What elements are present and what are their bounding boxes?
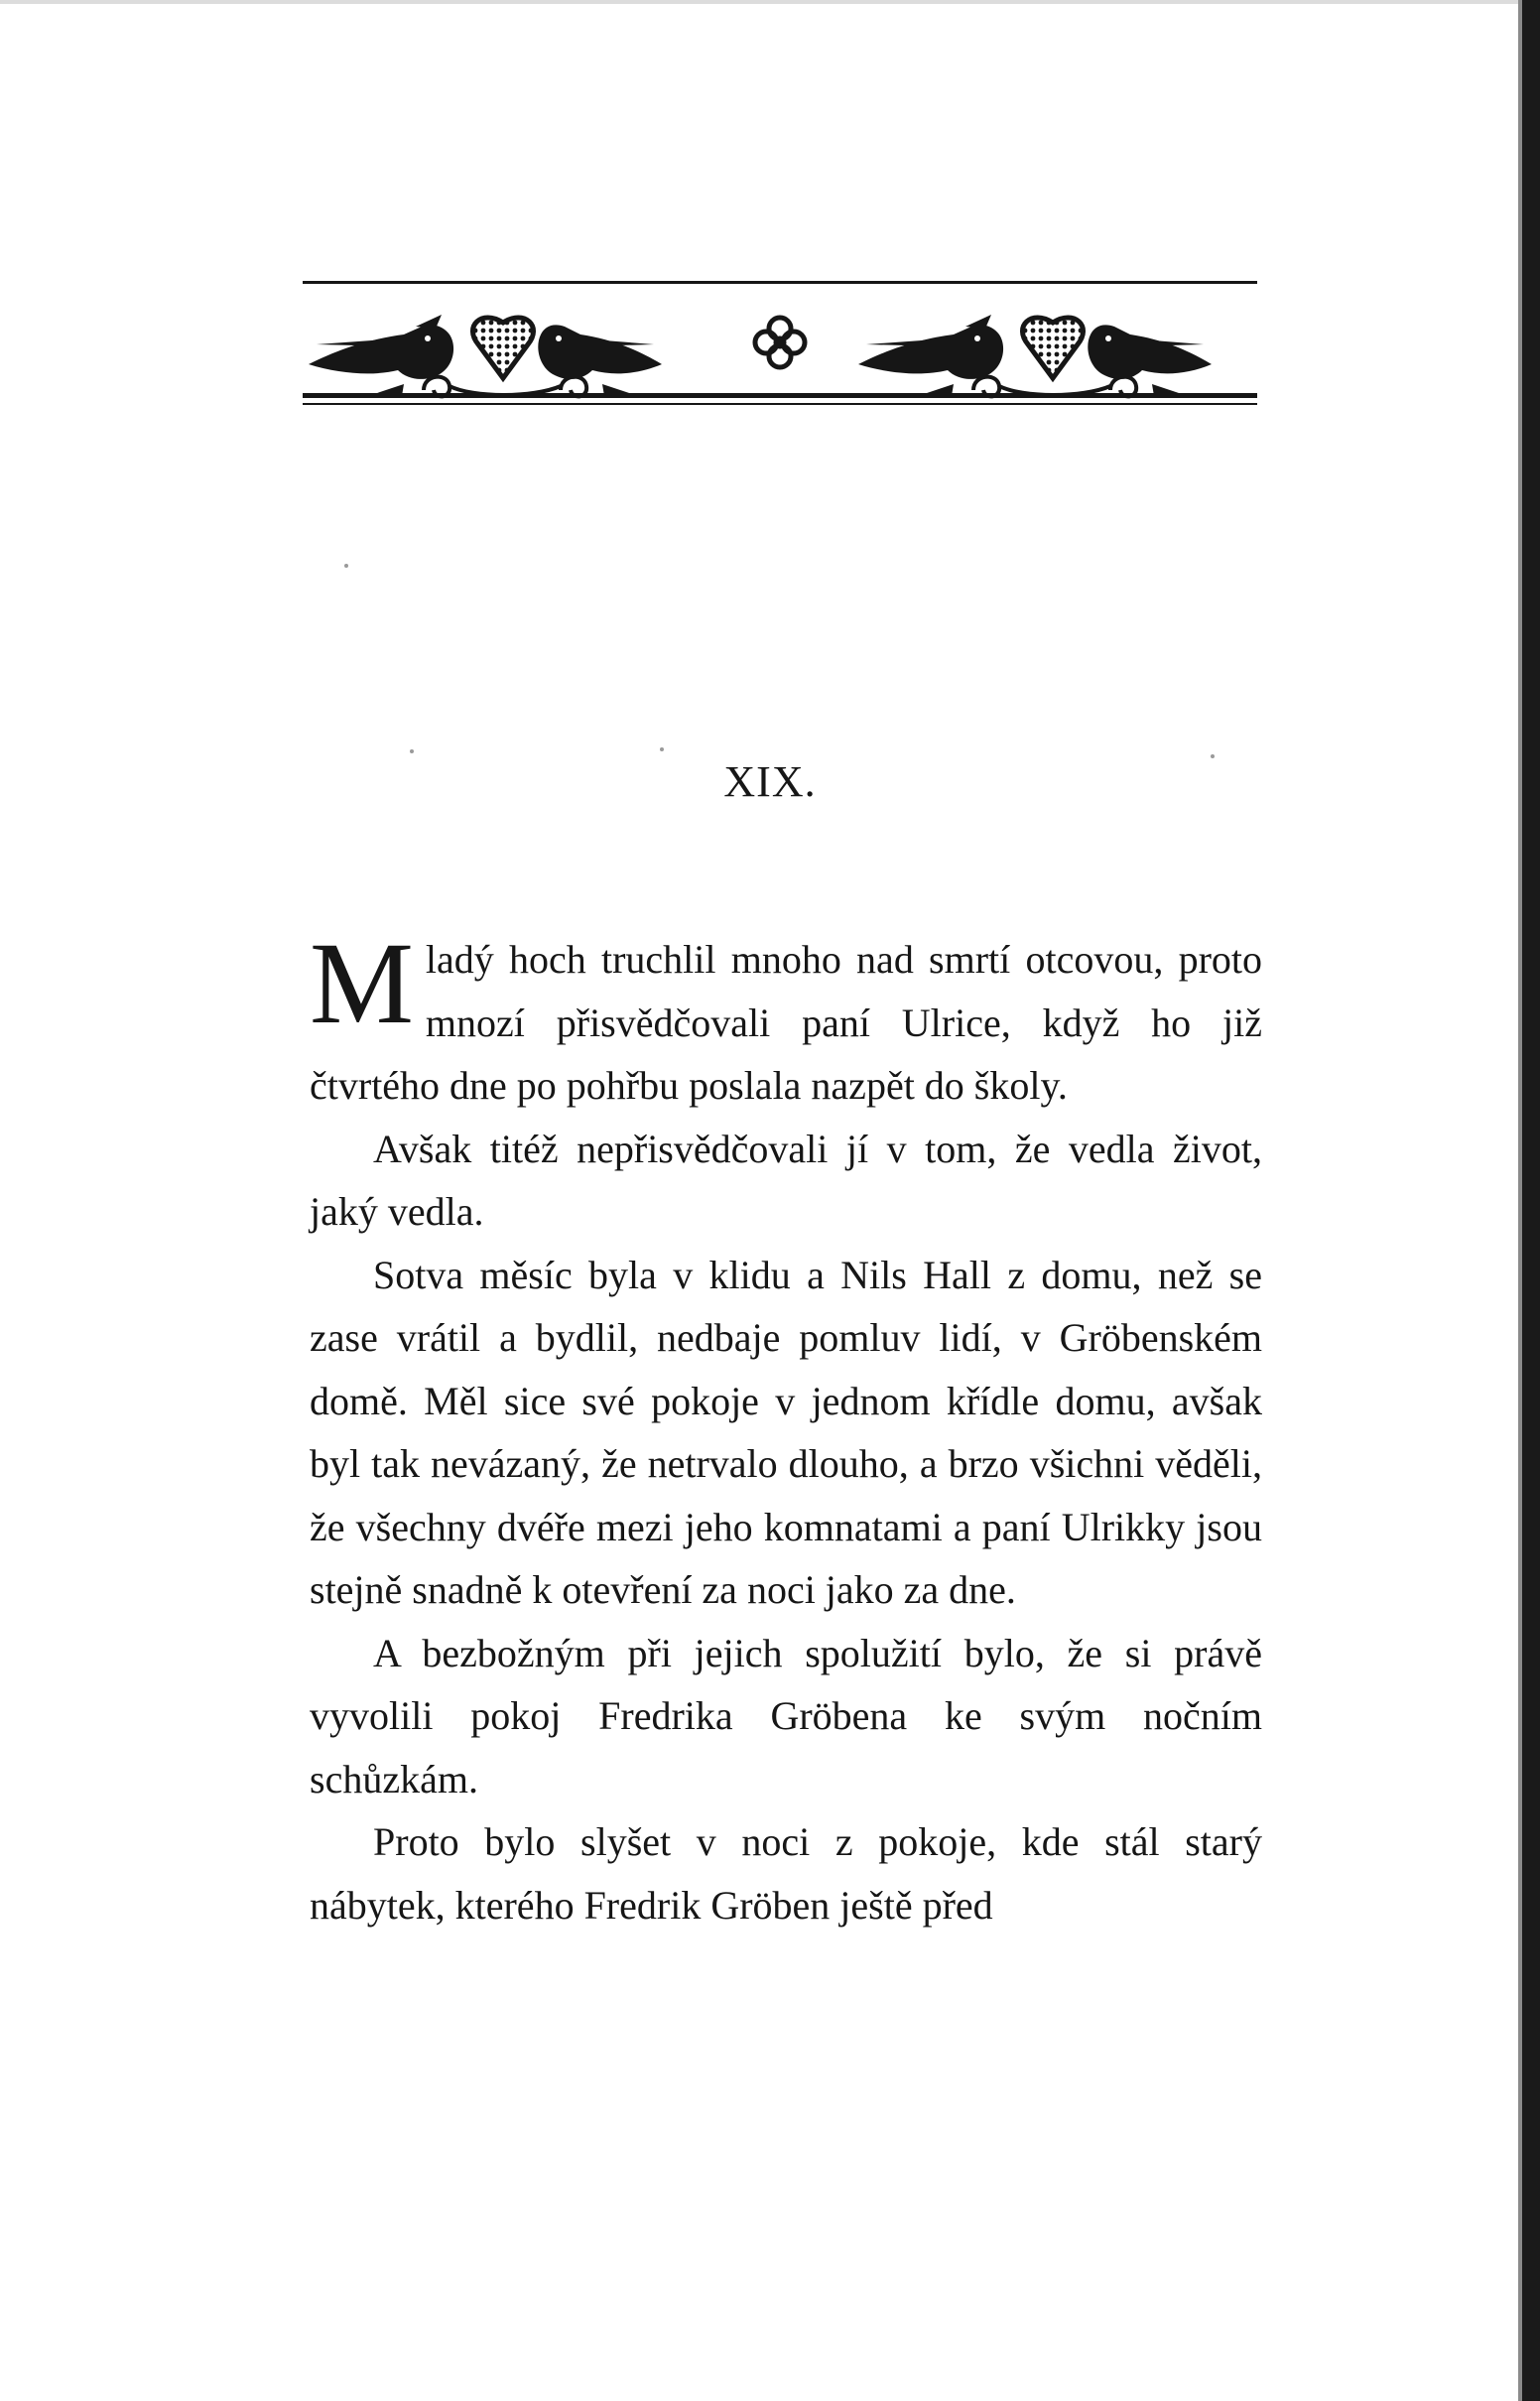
paragraph bbox=[310, 918, 1262, 1118]
paragraph: A bezbožným při jejich spolužití bylo, že si právě vyvolili pokoj Fredrika Gröbena ke svým nočním schůzkám. bbox=[310, 1630, 1262, 1801]
drop-cap: M bbox=[310, 918, 414, 1048]
paragraph-text: ladý hoch truchlil mnoho nad smrtí otcovou, proto mnozí přisvědčovali paní Ulrice, když ho již čtvrtého dne po pohřbu poslala nazpět do školy. bbox=[310, 937, 1262, 1108]
paper-speck bbox=[660, 747, 664, 751]
paper-speck bbox=[1211, 754, 1215, 758]
folk-birds-heart-ornament-icon bbox=[303, 281, 1257, 410]
paragraph: Sotva měsíc byla v klidu a Nils Hall z domu, než se zase vrátil a bydlil, nedbaje pomluv lidí, v Gröbenském domě. Měl sice své pokoje v jednom křídle domu, avšak byl tak nevázaný, že netrvalo dlouho, a brzo všichni věděli, že všechny dvéře mezi jeho komnatami a paní Ulrikky jsou stejně snadně k otevření za noci jako za dne. bbox=[310, 1252, 1262, 1612]
paragraph: Avšak titéž nepřisvědčovali jí v tom, že vedla život, jaký vedla. bbox=[310, 1126, 1262, 1234]
page-top-shadow bbox=[0, 0, 1540, 4]
paragraph: Proto bylo slyšet v noci z pokoje, kde stál starý nábytek, kterého Fredrik Gröben ještě před bbox=[310, 1819, 1262, 1928]
paper-speck bbox=[344, 564, 348, 568]
page-edge bbox=[1522, 0, 1540, 2401]
body-text bbox=[310, 918, 1262, 1936]
paper-speck bbox=[410, 749, 414, 753]
chapter-title: XIX. bbox=[723, 757, 817, 806]
